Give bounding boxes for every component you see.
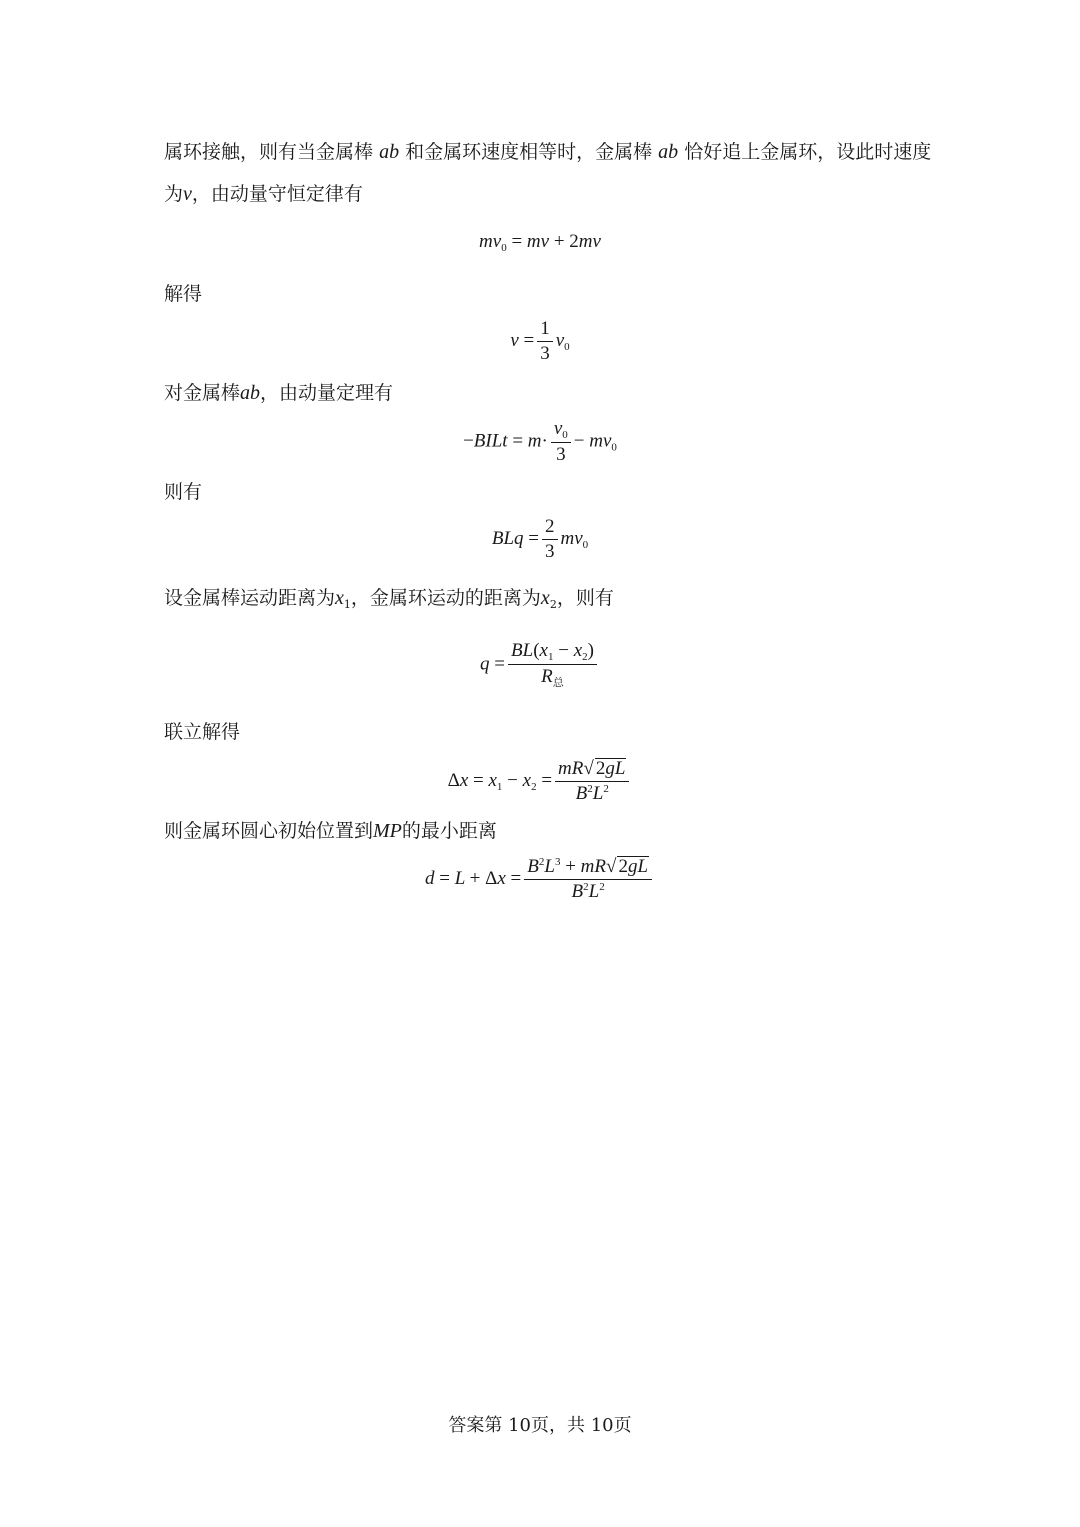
- math-var-ab: ab: [240, 382, 261, 404]
- text-segment: 解得: [164, 283, 203, 305]
- paragraph-line-8: [164, 819, 497, 843]
- paragraph-line-4: [164, 381, 393, 405]
- equation-momentum-conservation: $mv_0$ = mv + 2mv: [479, 231, 601, 254]
- text-segment: ，由动量定理有: [260, 382, 394, 404]
- text-segment: ，金属环运动的距离为: [350, 587, 541, 609]
- text-segment: 属环接触，则有当金属棒: [164, 141, 374, 163]
- math-var-x1: x: [335, 587, 344, 609]
- equation-delta-x: $\Delta x = x_1 - x_2$ = $\frac{mR√ 2gL}{B^2L^2}$: [0, 758, 1080, 805]
- text-segment: 为: [164, 183, 184, 205]
- math-var-v: v: [183, 183, 192, 205]
- text-segment: 则有: [164, 481, 203, 503]
- text-segment: 对金属棒: [164, 382, 241, 404]
- paragraph-line-1: [164, 140, 931, 164]
- math-var-ab: ab: [658, 141, 679, 163]
- paragraph-line-3: [164, 282, 202, 306]
- math-var-MP: MP: [373, 820, 402, 842]
- paragraph-line-6: [164, 586, 614, 617]
- equation-momentum-theorem: −BILt = m· $\frac{v_0}{3}$ − $mv_0$: [463, 418, 617, 465]
- text-segment: 则金属环圆心初始位置到: [164, 820, 374, 842]
- text-segment: ，则有: [556, 587, 614, 609]
- text-segment: ，由动量守恒定律有: [191, 183, 363, 205]
- equation-charge: BLq = $\frac{2}{3}$ $mv_0$: [491, 516, 589, 562]
- text-segment: 联立解得: [164, 721, 241, 743]
- paragraph-line-7: [164, 720, 240, 744]
- subscript: 2: [549, 598, 557, 611]
- equation-charge-distance: q = $\frac{BL(x_1 - x_2)}{R_总}$: [0, 640, 1080, 690]
- math-var-ab: ab: [379, 141, 400, 163]
- paragraph-line-2: [164, 182, 363, 206]
- equation-min-distance: d = L + Δx = $\frac{B^2L^3 + mR√ 2gL}{B^2L^2}$: [0, 856, 1080, 903]
- equation-velocity-result: v = $\frac{1}{3}$ $v_0$: [510, 318, 570, 364]
- text-segment: 恰好追上金属环，设此时速度: [684, 141, 932, 163]
- page-footer: 答案第 10页，共 10页: [448, 1415, 632, 1436]
- paragraph-line-5: [164, 480, 202, 504]
- text-segment: 和金属环速度相等时，金属棒: [405, 141, 653, 163]
- text-segment: 的最小距离: [401, 820, 497, 842]
- math-var-x2: x: [540, 587, 550, 609]
- subscript: 1: [343, 598, 351, 611]
- text-segment: 设金属棒运动距离为: [164, 587, 336, 609]
